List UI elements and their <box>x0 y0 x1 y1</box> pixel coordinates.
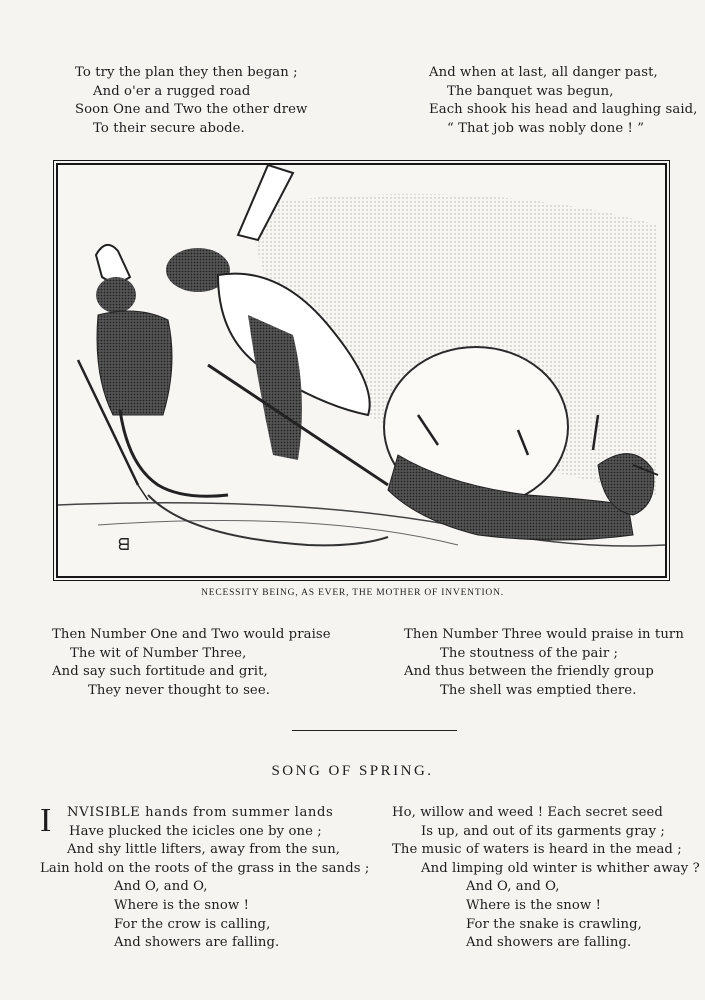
verse-line: And when at last, all danger past, <box>429 65 658 80</box>
drop-cap: I <box>40 802 52 839</box>
verse-line: The music of waters is heard in the mead ; <box>392 842 682 858</box>
verse-line: And say such fortitude and grit, <box>52 664 268 680</box>
stanza-top-right <box>429 64 697 138</box>
verse-line: For the snake is crawling, <box>466 916 642 932</box>
verse-line: “ That job was nobly done ! ” <box>447 120 645 136</box>
verse-line: Have plucked the icicles one by one ; <box>69 823 322 839</box>
verse-line: And showers are falling. <box>114 935 280 951</box>
verse-line: Each shook his head and laughing said, <box>429 102 698 118</box>
verse-line: Where is the snow ! <box>466 897 601 913</box>
verse-line: Then Number Three would praise in turn <box>404 627 684 642</box>
verse-line: And O, and O, <box>114 879 208 895</box>
verse-line: They never thought to see. <box>88 682 271 698</box>
verse-line: To their secure abode. <box>93 120 245 136</box>
verse-line: And thus between the friendly group <box>404 664 654 680</box>
verse-line: The banquet was begun, <box>447 83 614 99</box>
artist-mark: ᗺ <box>118 537 130 554</box>
verse-line: For the crow is calling, <box>114 916 271 932</box>
verse-line: The wit of Number Three, <box>70 645 247 661</box>
illustration-frame <box>56 163 667 578</box>
verse-line: And limping old winter is whither away ? <box>421 860 700 876</box>
verse-line: Ho, willow and weed ! Each secret seed <box>392 805 663 820</box>
section-divider <box>292 730 457 731</box>
verse-line: And o'er a rugged road <box>93 83 251 99</box>
illustration-caption: NECESSITY BEING, AS EVER, THE MOTHER OF INVENTION. <box>201 588 504 598</box>
verse-line: The stoutness of the pair ; <box>440 645 619 661</box>
poem-left-column <box>40 804 369 953</box>
verse-line: NVISIBLE hands from summer lands <box>67 805 334 820</box>
poem-right-column <box>392 804 700 953</box>
verse-line: And O, and O, <box>466 879 560 895</box>
verse-line: And shy little lifters, away from the sun, <box>67 842 341 858</box>
verse-line: Then Number One and Two would praise <box>52 627 331 642</box>
verse-line: Lain hold on the roots of the grass in the sands ; <box>40 860 370 876</box>
stanza-middle-left <box>52 626 331 700</box>
verse-line: Is up, and out of its garments gray ; <box>421 823 665 839</box>
verse-line: To try the plan they then began ; <box>75 65 298 80</box>
verse-line: Where is the snow ! <box>114 897 249 913</box>
stanza-top-left <box>75 64 307 138</box>
stanza-middle-right <box>404 626 684 700</box>
mice-egg-illustration <box>58 165 665 576</box>
verse-line: Soon One and Two the other drew <box>75 102 308 118</box>
poem-title: SONG OF SPRING. <box>271 763 434 779</box>
verse-line: The shell was emptied there. <box>440 682 637 698</box>
verse-line: And showers are falling. <box>466 935 632 951</box>
